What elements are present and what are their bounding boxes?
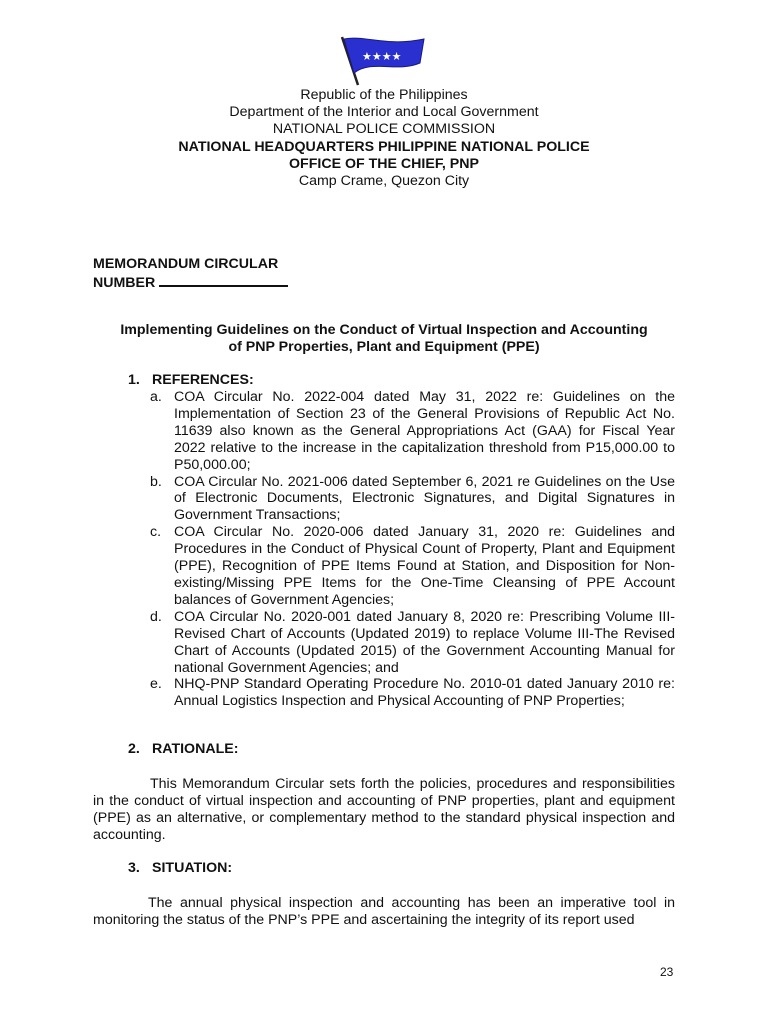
section-number: 2. xyxy=(128,741,140,757)
memo-number-line xyxy=(93,273,288,292)
memo-number-label: NUMBER xyxy=(93,275,156,291)
page-number: 23 xyxy=(660,965,674,979)
header-headquarters: NATIONAL HEADQUARTERS PHILIPPINE NATIONAL POLICE xyxy=(178,138,590,155)
list-item-letter: a. xyxy=(150,389,162,405)
list-item xyxy=(150,474,675,525)
section-rationale-heading xyxy=(128,741,238,757)
letterhead xyxy=(0,87,768,190)
list-item xyxy=(150,609,675,677)
title-line-1: Implementing Guidelines on the Conduct of Virtual Inspection and Accounting xyxy=(120,322,648,338)
rationale-paragraph: This Memorandum Circular sets forth the policies, procedures and responsibilities in the conduct of virtual inspection and accounting of PNP properties, plant and equipment (PPE) as an alternative, or complementary method to the standard physical inspection and accounting. xyxy=(93,776,675,843)
list-item-letter: e. xyxy=(150,676,162,693)
document-title xyxy=(93,322,675,356)
section-heading: SITUATION: xyxy=(152,860,233,876)
list-item-letter: d. xyxy=(150,608,162,625)
header-location: Camp Crame, Quezon City xyxy=(298,173,470,190)
situation-paragraph: The annual physical inspection and accounting has been an imperative tool in monitoring the status of the PNP’s PPE and ascertaining the integrity of its report used xyxy=(93,895,675,928)
memo-circular-block xyxy=(93,256,288,292)
header-commission: NATIONAL POLICE COMMISSION xyxy=(272,121,496,138)
section-references-heading xyxy=(128,372,254,388)
list-item xyxy=(150,524,675,609)
references-list xyxy=(150,389,675,710)
list-item xyxy=(150,676,675,710)
section-situation-heading xyxy=(128,860,232,876)
list-item-letter: c. xyxy=(150,524,162,541)
list-item-text: COA Circular No. 2022-004 dated May 31, 2022 re: Guidelines on the Implementation of Section 23 of the General Provisions of Republic Act No. 11639 also known as the General Appropriations Act (GAA) for Fiscal Year 2022 relative to the increase in the capitalization threshold from P15,000.00 to P50,000.00; xyxy=(174,389,675,473)
memo-number-blank xyxy=(159,273,288,287)
header-republic: Republic of the Philippines xyxy=(300,87,468,103)
list-item-text: NHQ-PNP Standard Operating Procedure No. 2010-01 dated January 2010 re: Annual Logistics Inspection and Physical Accounting of PNP Properties; xyxy=(174,676,675,710)
header-department: Department of the Interior and Local Government xyxy=(229,104,539,121)
list-item-text: COA Circular No. 2020-006 dated January 31, 2020 re: Guidelines and Procedures in the Conduct of Physical Count of Property, Plant and Equipment (PPE), Recognition of PPE Items Found at Station, and Disposition for Non-existing/Missing PPE Items for the One-Time Cleansing of PPE Account balances of Government Agencies; xyxy=(174,524,675,608)
title-line-2: of PNP Properties, Plant and Equipment (PPE) xyxy=(228,339,540,355)
list-item xyxy=(150,389,675,474)
svg-text:★★★★: ★★★★ xyxy=(362,50,402,63)
list-item-letter: b. xyxy=(150,473,162,490)
section-heading: RATIONALE: xyxy=(152,741,239,757)
list-item-text: COA Circular No. 2020-001 dated January 8, 2020 re: Prescribing Volume III-Revised Chart of Accounts (Updated 2019) to replace Volume III-The Revised Chart of Accounts (Updated 2015) of the Government Accounting Manual for national Government Agencies; and xyxy=(174,608,675,676)
pnp-flag-icon xyxy=(336,33,432,87)
memo-title: MEMORANDUM CIRCULAR xyxy=(93,256,279,272)
section-number: 1. xyxy=(128,372,140,388)
list-item-text: COA Circular No. 2021-006 dated September 6, 2021 re Guidelines on the Use of Electronic Documents, Electronic Signatures, and Digital Signatures in Government Transactions; xyxy=(174,473,675,524)
section-number: 3. xyxy=(128,860,140,876)
section-heading: REFERENCES: xyxy=(152,372,254,388)
header-office: OFFICE OF THE CHIEF, PNP xyxy=(289,155,479,172)
